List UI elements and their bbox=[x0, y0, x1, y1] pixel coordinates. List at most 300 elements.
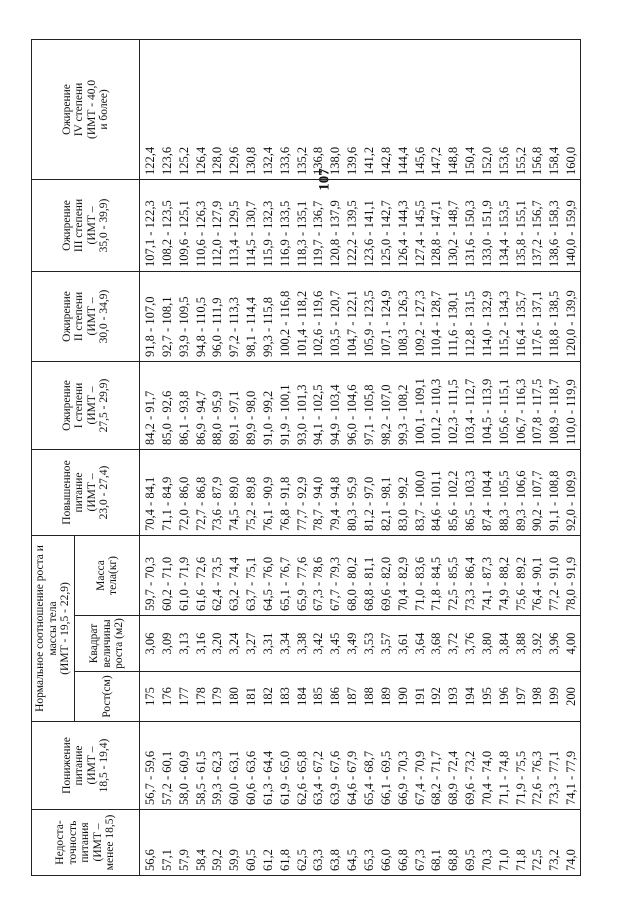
table-cell: 61,6 - 72,6 bbox=[193, 535, 210, 615]
table-cell: 74,1 - 77,9 bbox=[563, 722, 580, 810]
table-cell: 76,8 - 91,8 bbox=[277, 449, 294, 535]
table-cell: 125,2 bbox=[176, 39, 193, 179]
table-cell: 113,4 - 129,5 bbox=[226, 179, 243, 271]
table-cell: 72,0 - 86,0 bbox=[176, 449, 193, 535]
table-cell: 62,6 - 65,8 bbox=[294, 722, 311, 810]
header-under: Недоста- точность питания (ИМТ – менее 18,5) bbox=[32, 810, 140, 876]
table-cell: 69,6 - 73,2 bbox=[462, 722, 479, 810]
table-cell: 74,0 bbox=[563, 810, 580, 876]
table-cell: 72,7 - 86,8 bbox=[193, 449, 210, 535]
table-cell: 65,1 - 76,7 bbox=[277, 535, 294, 615]
header-sq: Квадрат величины роста (м2) bbox=[75, 616, 140, 672]
table-cell: 96,0 - 104,6 bbox=[344, 361, 361, 449]
table-cell: 71,8 bbox=[513, 810, 530, 876]
table-row bbox=[479, 39, 496, 875]
table-cell: 64,5 bbox=[344, 810, 361, 876]
table-row bbox=[310, 39, 327, 875]
table-cell: 88,3 - 105,5 bbox=[496, 449, 513, 535]
table-cell: 58,0 - 60,9 bbox=[176, 722, 193, 810]
table-cell: 96,0 - 111,9 bbox=[209, 271, 226, 361]
table-cell: 133,6 bbox=[277, 39, 294, 179]
table-cell: 122,4 bbox=[140, 39, 159, 179]
table-cell: 71,0 - 83,6 bbox=[412, 535, 429, 615]
table-cell: 92,0 - 109,9 bbox=[563, 449, 580, 535]
table-cell: 73,3 - 86,4 bbox=[462, 535, 479, 615]
table-cell: 176 bbox=[159, 672, 176, 722]
table-cell: 3,38 bbox=[294, 616, 311, 672]
table-cell: 105,9 - 123,5 bbox=[361, 271, 378, 361]
table-cell: 155,2 bbox=[513, 39, 530, 179]
table-cell: 150,4 bbox=[462, 39, 479, 179]
table-cell: 138,6 - 158,3 bbox=[546, 179, 563, 271]
table-cell: 145,6 bbox=[412, 39, 429, 179]
table-row bbox=[243, 39, 260, 875]
header-mass: Масса тела(кг) bbox=[75, 535, 140, 615]
table-cell: 152,0 bbox=[479, 39, 496, 179]
table-cell: 148,8 bbox=[445, 39, 462, 179]
table-cell: 3,49 bbox=[344, 616, 361, 672]
table-cell: 76,1 - 90,9 bbox=[260, 449, 277, 535]
table-cell: 91,9 - 100,1 bbox=[277, 361, 294, 449]
table-cell: 89,3 - 106,6 bbox=[513, 449, 530, 535]
table-cell: 82,1 - 98,1 bbox=[378, 449, 395, 535]
table-cell: 78,7 - 94,0 bbox=[310, 449, 327, 535]
table-cell: 196 bbox=[496, 672, 513, 722]
table-cell: 130,2 - 148,7 bbox=[445, 179, 462, 271]
table-cell: 61,9 - 65,0 bbox=[277, 722, 294, 810]
table-row bbox=[277, 39, 294, 875]
table-cell: 84,2 - 91,7 bbox=[140, 361, 159, 449]
rotated-table-wrapper bbox=[31, 40, 619, 876]
table-cell: 200 bbox=[563, 672, 580, 722]
table-cell: 97,2 - 113,3 bbox=[226, 271, 243, 361]
table-cell: 110,0 - 119,9 bbox=[563, 361, 580, 449]
table-cell: 70,4 - 84,1 bbox=[140, 449, 159, 535]
table-cell: 107,1 - 122,3 bbox=[140, 179, 159, 271]
table-cell: 71,0 bbox=[496, 810, 513, 876]
table-cell: 61,0 - 71,9 bbox=[176, 535, 193, 615]
table-cell: 3,64 bbox=[412, 616, 429, 672]
table-cell: 70,4 - 74,0 bbox=[479, 722, 496, 810]
table-cell: 3,27 bbox=[243, 616, 260, 672]
table-cell: 66,9 - 70,3 bbox=[395, 722, 412, 810]
table-cell: 107,8 - 117,5 bbox=[529, 361, 546, 449]
table-row bbox=[159, 39, 176, 875]
table-cell: 97,1 - 105,8 bbox=[361, 361, 378, 449]
table-cell: 63,2 - 74,4 bbox=[226, 535, 243, 615]
table-cell: 129,6 bbox=[226, 39, 243, 179]
table-cell: 108,2 - 123,5 bbox=[159, 179, 176, 271]
table-cell: 68,8 - 81,1 bbox=[361, 535, 378, 615]
header-low: Понижение питание (ИМТ – 18,5 - 19,4) bbox=[32, 722, 140, 810]
table-cell: 3,84 bbox=[496, 616, 513, 672]
table-row bbox=[176, 39, 193, 875]
table-cell: 71,8 - 84,5 bbox=[428, 535, 445, 615]
table-cell: 72,5 - 85,5 bbox=[445, 535, 462, 615]
table-cell: 126,4 - 144,3 bbox=[395, 179, 412, 271]
table-cell: 105,6 - 115,1 bbox=[496, 361, 513, 449]
table-cell: 133,0 - 151,9 bbox=[479, 179, 496, 271]
table-cell: 72,5 bbox=[529, 810, 546, 876]
table-cell: 118,3 - 135,1 bbox=[294, 179, 311, 271]
table-cell: 131,6 - 150,3 bbox=[462, 179, 479, 271]
table-cell: 94,9 - 103,4 bbox=[327, 361, 344, 449]
table-cell: 66,0 bbox=[378, 810, 395, 876]
table-cell: 63,7 - 75,1 bbox=[243, 535, 260, 615]
table-cell: 75,2 - 89,8 bbox=[243, 449, 260, 535]
table-cell: 59,9 bbox=[226, 810, 243, 876]
table-cell: 109,6 - 125,1 bbox=[176, 179, 193, 271]
table-cell: 61,2 bbox=[260, 810, 277, 876]
table-cell: 197 bbox=[513, 672, 530, 722]
table-cell: 109,2 - 127,3 bbox=[412, 271, 429, 361]
table-cell: 134,4 - 153,5 bbox=[496, 179, 513, 271]
table-cell: 192 bbox=[428, 672, 445, 722]
table-cell: 194 bbox=[462, 672, 479, 722]
table-cell: 91,8 - 107,0 bbox=[140, 271, 159, 361]
table-cell: 59,3 - 62,3 bbox=[209, 722, 226, 810]
table-cell: 114,5 - 130,7 bbox=[243, 179, 260, 271]
table-cell: 198 bbox=[529, 672, 546, 722]
table-cell: 181 bbox=[243, 672, 260, 722]
table-row bbox=[327, 39, 344, 875]
table-cell: 187 bbox=[344, 672, 361, 722]
table-cell: 123,6 - 141,1 bbox=[361, 179, 378, 271]
table-cell: 141,2 bbox=[361, 39, 378, 179]
table-cell: 65,9 - 77,6 bbox=[294, 535, 311, 615]
table-row bbox=[412, 39, 429, 875]
table-cell: 87,4 - 104,4 bbox=[479, 449, 496, 535]
table-cell: 68,9 - 72,4 bbox=[445, 722, 462, 810]
table-cell: 63,9 - 67,6 bbox=[327, 722, 344, 810]
table-cell: 135,8 - 155,1 bbox=[513, 179, 530, 271]
table-cell: 85,6 - 102,2 bbox=[445, 449, 462, 535]
table-cell: 160,0 bbox=[563, 39, 580, 179]
header-ob1: Ожирение I степени (ИМТ – 27,5 - 29,9) bbox=[32, 361, 140, 449]
table-body bbox=[140, 39, 581, 875]
table-cell: 76,4 - 90,1 bbox=[529, 535, 546, 615]
table-cell: 193 bbox=[445, 672, 462, 722]
table-cell: 191 bbox=[412, 672, 429, 722]
table-cell: 142,8 bbox=[378, 39, 395, 179]
table-cell: 69,6 - 82,0 bbox=[378, 535, 395, 615]
table-cell: 74,9 - 88,2 bbox=[496, 535, 513, 615]
table-cell: 156,8 bbox=[529, 39, 546, 179]
table-cell: 112,0 - 127,9 bbox=[209, 179, 226, 271]
table-cell: 67,3 - 78,6 bbox=[310, 535, 327, 615]
table-cell: 60,0 - 63,1 bbox=[226, 722, 243, 810]
table-cell: 122,2 - 139,5 bbox=[344, 179, 361, 271]
table-cell: 3,88 bbox=[513, 616, 530, 672]
table-cell: 110,4 - 128,7 bbox=[428, 271, 445, 361]
table-row bbox=[378, 39, 395, 875]
table-cell: 64,5 - 76,0 bbox=[260, 535, 277, 615]
header-high: Повышенное питание (ИМТ – 23,0 - 27,4) bbox=[32, 449, 140, 535]
table-cell: 102,3 - 111,5 bbox=[445, 361, 462, 449]
table-cell: 120,0 - 139,9 bbox=[563, 271, 580, 361]
table-cell: 135,2 bbox=[294, 39, 311, 179]
header-height: Рост(см) bbox=[75, 672, 140, 722]
table-row bbox=[546, 39, 563, 875]
table-cell: 112,8 - 131,5 bbox=[462, 271, 479, 361]
table-cell: 103,4 - 112,7 bbox=[462, 361, 479, 449]
table-row bbox=[344, 39, 361, 875]
table-cell: 86,9 - 94,7 bbox=[193, 361, 210, 449]
table-cell: 86,5 - 103,3 bbox=[462, 449, 479, 535]
page-number: 107 bbox=[316, 168, 333, 191]
table-cell: 57,2 - 60,1 bbox=[159, 722, 176, 810]
table-cell: 61,8 bbox=[277, 810, 294, 876]
table-cell: 185 bbox=[310, 672, 327, 722]
table-cell: 102,6 - 119,6 bbox=[310, 271, 327, 361]
table-cell: 63,8 bbox=[327, 810, 344, 876]
table-cell: 186 bbox=[327, 672, 344, 722]
table-cell: 71,9 - 75,5 bbox=[513, 722, 530, 810]
table-cell: 104,5 - 113,9 bbox=[479, 361, 496, 449]
table-cell: 85,0 - 92,6 bbox=[159, 361, 176, 449]
table-row bbox=[260, 39, 277, 875]
table-cell: 114,0 - 132,9 bbox=[479, 271, 496, 361]
table-cell: 63,4 - 67,2 bbox=[310, 722, 327, 810]
table-cell: 60,6 - 63,6 bbox=[243, 722, 260, 810]
table-cell: 138,0 bbox=[327, 39, 344, 179]
table-cell: 3,42 bbox=[310, 616, 327, 672]
table-row bbox=[563, 39, 580, 875]
table-cell: 60,5 bbox=[243, 810, 260, 876]
table-cell: 107,1 - 124,9 bbox=[378, 271, 395, 361]
table-cell: 61,3 - 64,4 bbox=[260, 722, 277, 810]
table-cell: 58,4 bbox=[193, 810, 210, 876]
table-cell: 101,2 - 110,3 bbox=[428, 361, 445, 449]
table-row bbox=[445, 39, 462, 875]
table-cell: 66,8 bbox=[395, 810, 412, 876]
table-cell: 59,2 bbox=[209, 810, 226, 876]
table-row bbox=[140, 39, 159, 875]
table-cell: 83,0 - 99,2 bbox=[395, 449, 412, 535]
table-cell: 188 bbox=[361, 672, 378, 722]
table-cell: 64,6 - 67,9 bbox=[344, 722, 361, 810]
table-cell: 120,8 - 137,9 bbox=[327, 179, 344, 271]
table-cell: 80,3 - 95,9 bbox=[344, 449, 361, 535]
table-cell: 3,57 bbox=[378, 616, 395, 672]
table-cell: 70,3 bbox=[479, 810, 496, 876]
table-cell: 136,8 bbox=[310, 39, 327, 179]
table-cell: 72,6 - 76,3 bbox=[529, 722, 546, 810]
header-normal-group: Нормальное соотношение роста и массы тела (ИМТ - 19,5 - 22,9) bbox=[32, 535, 75, 721]
table-cell: 175 bbox=[140, 672, 159, 722]
table-cell: 3,72 bbox=[445, 616, 462, 672]
table-cell: 128,8 - 147,1 bbox=[428, 179, 445, 271]
table-row bbox=[428, 39, 445, 875]
table-cell: 71,1 - 74,8 bbox=[496, 722, 513, 810]
table-cell: 89,9 - 98,0 bbox=[243, 361, 260, 449]
table-cell: 3,76 bbox=[462, 616, 479, 672]
table-cell: 117,6 - 137,1 bbox=[529, 271, 546, 361]
table-cell: 3,92 bbox=[529, 616, 546, 672]
table-cell: 3,96 bbox=[546, 616, 563, 672]
table-cell: 74,1 - 87,3 bbox=[479, 535, 496, 615]
table-cell: 98,2 - 107,0 bbox=[378, 361, 395, 449]
table-cell: 101,4 - 118,2 bbox=[294, 271, 311, 361]
table-cell: 182 bbox=[260, 672, 277, 722]
table-cell: 57,1 bbox=[159, 810, 176, 876]
table-cell: 3,61 bbox=[395, 616, 412, 672]
table-cell: 68,1 bbox=[428, 810, 445, 876]
table-cell: 3,31 bbox=[260, 616, 277, 672]
bmi-table bbox=[31, 39, 581, 876]
table-cell: 3,34 bbox=[277, 616, 294, 672]
table-row bbox=[209, 39, 226, 875]
table-cell: 58,5 - 61,5 bbox=[193, 722, 210, 810]
table-cell: 100,2 - 116,8 bbox=[277, 271, 294, 361]
table-cell: 158,4 bbox=[546, 39, 563, 179]
table-row bbox=[462, 39, 479, 875]
table-cell: 67,3 bbox=[412, 810, 429, 876]
table-cell: 123,6 bbox=[159, 39, 176, 179]
table-cell: 77,2 - 91,0 bbox=[546, 535, 563, 615]
header-ob2: Ожирение II степени (ИМТ – 30,0 - 34,9) bbox=[32, 271, 140, 361]
table-cell: 62,5 bbox=[294, 810, 311, 876]
table-cell: 94,1 - 102,5 bbox=[310, 361, 327, 449]
table-cell: 147,2 bbox=[428, 39, 445, 179]
header-ob3: Ожирение III степени (ИМТ – 35,0 - 39,9) bbox=[32, 179, 140, 271]
table-cell: 88,0 - 95,9 bbox=[209, 361, 226, 449]
table-cell: 98,1 - 114,4 bbox=[243, 271, 260, 361]
table-cell: 190 bbox=[395, 672, 412, 722]
table-cell: 3,45 bbox=[327, 616, 344, 672]
table-row bbox=[513, 39, 530, 875]
table-row bbox=[496, 39, 513, 875]
table-cell: 115,2 - 134,3 bbox=[496, 271, 513, 361]
table-cell: 57,9 bbox=[176, 810, 193, 876]
table-cell: 140,0 - 159,9 bbox=[563, 179, 580, 271]
table-cell: 3,06 bbox=[140, 616, 159, 672]
table-cell: 99,3 - 108,2 bbox=[395, 361, 412, 449]
table-cell: 73,3 - 77,1 bbox=[546, 722, 563, 810]
table-cell: 67,7 - 79,3 bbox=[327, 535, 344, 615]
table-cell: 139,6 bbox=[344, 39, 361, 179]
table-cell: 81,2 - 97,0 bbox=[361, 449, 378, 535]
table-cell: 128,0 bbox=[209, 39, 226, 179]
table-cell: 99,3 - 115,8 bbox=[260, 271, 277, 361]
header-ob4: Ожирение IV степени (ИМТ - 40,0 и более) bbox=[32, 39, 140, 179]
table-cell: 103,5 - 120,7 bbox=[327, 271, 344, 361]
table-row bbox=[193, 39, 210, 875]
table-cell: 56,7 - 59,6 bbox=[140, 722, 159, 810]
table-cell: 65,4 - 68,7 bbox=[361, 722, 378, 810]
table-cell: 3,13 bbox=[176, 616, 193, 672]
table-cell: 183 bbox=[277, 672, 294, 722]
table-cell: 116,4 - 135,7 bbox=[513, 271, 530, 361]
table-cell: 118,8 - 138,5 bbox=[546, 271, 563, 361]
table-cell: 111,6 - 130,1 bbox=[445, 271, 462, 361]
table-cell: 104,7 - 122,1 bbox=[344, 271, 361, 361]
table-cell: 78,0 - 91,9 bbox=[563, 535, 580, 615]
table-cell: 180 bbox=[226, 672, 243, 722]
table-cell: 90,2 - 107,7 bbox=[529, 449, 546, 535]
table-cell: 92,7 - 108,1 bbox=[159, 271, 176, 361]
table-row bbox=[226, 39, 243, 875]
table-cell: 3,24 bbox=[226, 616, 243, 672]
table-row bbox=[294, 39, 311, 875]
table-cell: 59,7 - 70,3 bbox=[140, 535, 159, 615]
table-cell: 178 bbox=[193, 672, 210, 722]
table-cell: 68,8 bbox=[445, 810, 462, 876]
table-cell: 3,68 bbox=[428, 616, 445, 672]
table-cell: 91,0 - 99,2 bbox=[260, 361, 277, 449]
table-cell: 70,4 - 82,9 bbox=[395, 535, 412, 615]
table-cell: 195 bbox=[479, 672, 496, 722]
table-cell: 66,1 - 69,5 bbox=[378, 722, 395, 810]
table-cell: 130,8 bbox=[243, 39, 260, 179]
table-cell: 73,6 - 87,9 bbox=[209, 449, 226, 535]
table-cell: 68,0 - 80,2 bbox=[344, 535, 361, 615]
table-cell: 93,0 - 101,3 bbox=[294, 361, 311, 449]
table-cell: 3,53 bbox=[361, 616, 378, 672]
table-cell: 4,00 bbox=[563, 616, 580, 672]
table-cell: 137,2 - 156,7 bbox=[529, 179, 546, 271]
table-cell: 184 bbox=[294, 672, 311, 722]
table-cell: 125,0 - 142,7 bbox=[378, 179, 395, 271]
table-cell: 65,3 bbox=[361, 810, 378, 876]
table-cell: 199 bbox=[546, 672, 563, 722]
table-cell: 126,4 bbox=[193, 39, 210, 179]
table-cell: 74,5 - 89,0 bbox=[226, 449, 243, 535]
table-cell: 94,8 - 110,5 bbox=[193, 271, 210, 361]
table-cell: 177 bbox=[176, 672, 193, 722]
table-cell: 106,7 - 116,3 bbox=[513, 361, 530, 449]
table-cell: 60,2 - 71,0 bbox=[159, 535, 176, 615]
table-cell: 93,9 - 109,5 bbox=[176, 271, 193, 361]
table-cell: 153,6 bbox=[496, 39, 513, 179]
table-cell: 127,4 - 145,5 bbox=[412, 179, 429, 271]
table-cell: 83,7 - 100,0 bbox=[412, 449, 429, 535]
table-cell: 79,4 - 94,8 bbox=[327, 449, 344, 535]
table-cell: 132,4 bbox=[260, 39, 277, 179]
table-cell: 189 bbox=[378, 672, 395, 722]
table-row bbox=[395, 39, 412, 875]
table-cell: 86,1 - 93,8 bbox=[176, 361, 193, 449]
table-cell: 77,7 - 92,9 bbox=[294, 449, 311, 535]
table-cell: 144,4 bbox=[395, 39, 412, 179]
table-cell: 3,20 bbox=[209, 616, 226, 672]
table-cell: 116,9 - 133,5 bbox=[277, 179, 294, 271]
table-cell: 3,16 bbox=[193, 616, 210, 672]
table-row bbox=[529, 39, 546, 875]
table-cell: 68,2 - 71,7 bbox=[428, 722, 445, 810]
table-cell: 73,2 bbox=[546, 810, 563, 876]
table-cell: 179 bbox=[209, 672, 226, 722]
table-cell: 56,6 bbox=[140, 810, 159, 876]
table-cell: 115,9 - 132,3 bbox=[260, 179, 277, 271]
table-cell: 3,80 bbox=[479, 616, 496, 672]
table-cell: 100,1 - 109,1 bbox=[412, 361, 429, 449]
table-cell: 91,1 - 108,8 bbox=[546, 449, 563, 535]
table-cell: 75,6 - 89,2 bbox=[513, 535, 530, 615]
table-cell: 89,1 - 97,1 bbox=[226, 361, 243, 449]
table-cell: 71,1 - 84,9 bbox=[159, 449, 176, 535]
table-cell: 67,4 - 70,9 bbox=[412, 722, 429, 810]
table-cell: 84,6 - 101,1 bbox=[428, 449, 445, 535]
table-row bbox=[361, 39, 378, 875]
table-cell: 69,5 bbox=[462, 810, 479, 876]
table-cell: 119,7 - 136,7 bbox=[310, 179, 327, 271]
table-cell: 108,3 - 126,3 bbox=[395, 271, 412, 361]
table-cell: 62,4 - 73,5 bbox=[209, 535, 226, 615]
table-cell: 108,9 - 118,7 bbox=[546, 361, 563, 449]
table-cell: 3,09 bbox=[159, 616, 176, 672]
table-cell: 110,6 - 126,3 bbox=[193, 179, 210, 271]
